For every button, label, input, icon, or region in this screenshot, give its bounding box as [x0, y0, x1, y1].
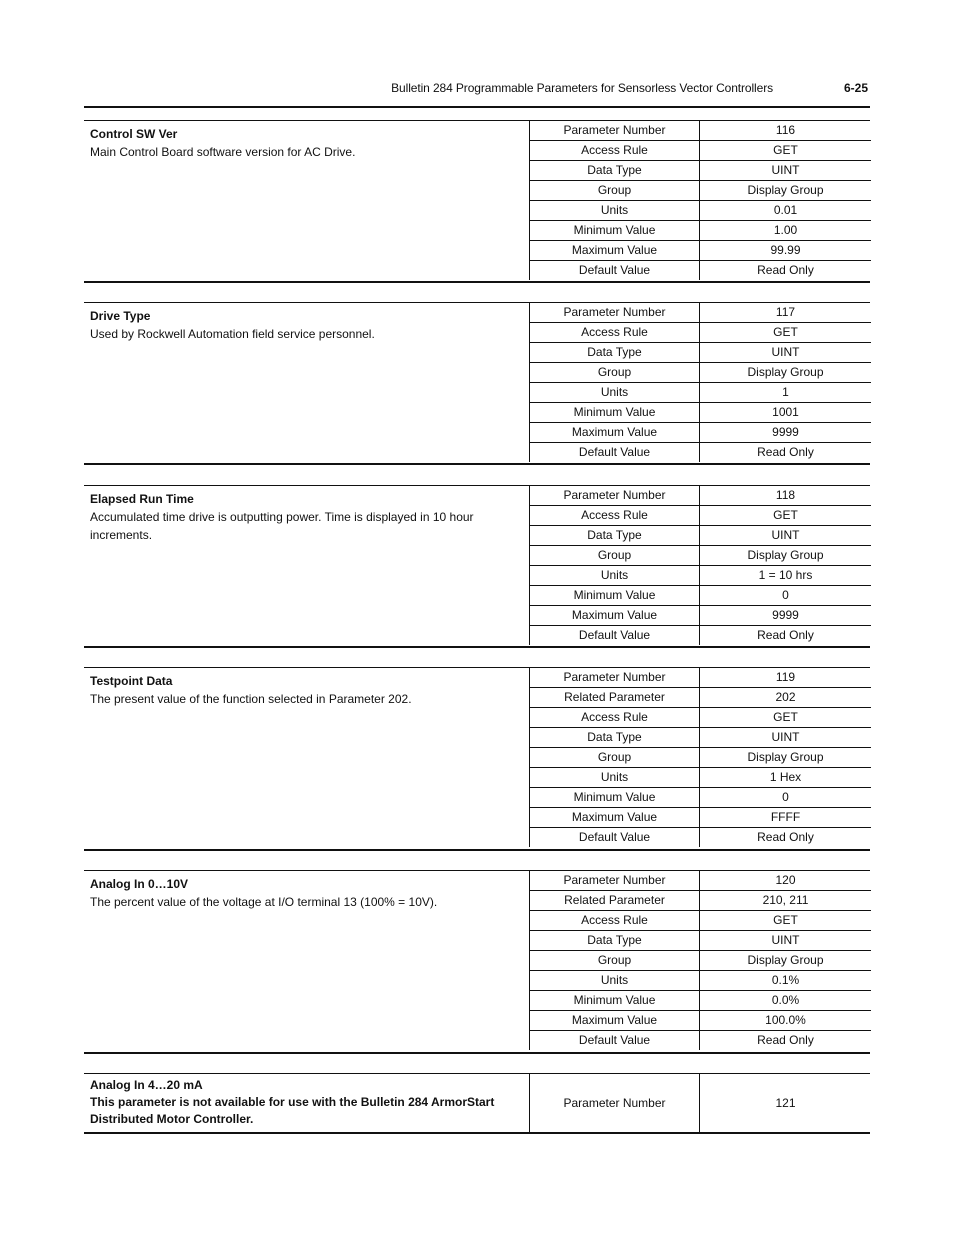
- row-value: Read Only: [700, 828, 872, 848]
- param-description: [90, 1077, 520, 1128]
- row-value: Read Only: [700, 261, 872, 281]
- row-label: Parameter Number: [530, 871, 700, 891]
- param-block-control-sw-ver: [84, 120, 870, 283]
- param-block-drive-type: [84, 302, 870, 465]
- param-text: Used by Rockwell Automation field service personnel.: [90, 327, 375, 341]
- row-value: GET: [700, 323, 872, 343]
- row-label: Access Rule: [530, 141, 700, 161]
- table-row: [530, 486, 872, 506]
- row-value: 202: [700, 688, 872, 708]
- param-text: The present value of the function selected in Parameter 202.: [90, 692, 412, 706]
- param-block-analog-in-0-10v: [84, 870, 870, 1054]
- param-table: [529, 486, 871, 645]
- row-label: Related Parameter: [530, 891, 700, 911]
- table-row: [530, 626, 872, 646]
- row-value: 117: [700, 303, 872, 323]
- param-block-testpoint-data: [84, 667, 870, 851]
- table-row: [530, 951, 872, 971]
- row-value: 100.0%: [700, 1011, 872, 1031]
- table-row: [530, 121, 872, 141]
- row-value: GET: [700, 708, 872, 728]
- row-label: Group: [530, 951, 700, 971]
- row-value: Display Group: [700, 951, 872, 971]
- row-label: Data Type: [530, 161, 700, 181]
- row-label: Maximum Value: [530, 423, 700, 443]
- row-label: Group: [530, 748, 700, 768]
- row-label: Parameter Number: [530, 121, 700, 141]
- row-label: Access Rule: [530, 323, 700, 343]
- row-value: 9999: [700, 606, 872, 626]
- param-name: Testpoint Data: [90, 674, 173, 688]
- row-value: UINT: [700, 728, 872, 748]
- table-row: [530, 423, 872, 443]
- table-row: [530, 181, 872, 201]
- row-label: Group: [530, 181, 700, 201]
- row-value: GET: [700, 141, 872, 161]
- param-description: [90, 490, 520, 544]
- table-row: [530, 261, 872, 281]
- param-text: Main Control Board software version for AC Drive.: [90, 145, 356, 159]
- param-text: The percent value of the voltage at I/O terminal 13 (100% = 10V).: [90, 895, 438, 909]
- row-label: Minimum Value: [530, 788, 700, 808]
- row-value: Read Only: [700, 626, 872, 646]
- table-row: [530, 606, 872, 626]
- row-label: Data Type: [530, 526, 700, 546]
- table-row: [530, 403, 872, 423]
- param-description: [90, 125, 520, 161]
- row-label: Default Value: [530, 443, 700, 463]
- param-name: Analog In 0…10V: [90, 877, 189, 891]
- row-label: Minimum Value: [530, 991, 700, 1011]
- param-table: [529, 871, 871, 1050]
- table-row: [530, 688, 872, 708]
- row-label: Parameter Number: [530, 668, 700, 688]
- row-label: Maximum Value: [530, 1011, 700, 1031]
- row-label: Access Rule: [530, 911, 700, 931]
- row-value: 119: [700, 668, 872, 688]
- table-row: [530, 566, 872, 586]
- table-row: [530, 668, 872, 688]
- table-row: [530, 911, 872, 931]
- table-row: [530, 768, 872, 788]
- row-value: Read Only: [700, 1031, 872, 1051]
- row-value: UINT: [700, 343, 872, 363]
- table-row: [530, 443, 872, 463]
- param-name: Control SW Ver: [90, 127, 178, 141]
- row-value: 0: [700, 586, 872, 606]
- row-value: 1: [700, 383, 872, 403]
- param-table: [529, 121, 871, 280]
- table-row: [530, 506, 872, 526]
- row-value: GET: [700, 911, 872, 931]
- row-value: 9999: [700, 423, 872, 443]
- param-text: Accumulated time drive is outputting power. Time is displayed in 10 hour increments.: [90, 510, 474, 542]
- row-label: Units: [530, 201, 700, 221]
- table-row: [530, 931, 872, 951]
- table-row: [530, 828, 872, 848]
- table-row: [530, 891, 872, 911]
- table-row: [530, 1011, 872, 1031]
- row-value: 1.00: [700, 221, 872, 241]
- row-label: Units: [530, 768, 700, 788]
- table-row: [530, 586, 872, 606]
- row-label: Data Type: [530, 343, 700, 363]
- row-value: Display Group: [700, 546, 872, 566]
- table-row: [530, 971, 872, 991]
- row-value: Display Group: [700, 748, 872, 768]
- table-row: [530, 1031, 872, 1051]
- table-row: [530, 526, 872, 546]
- param-table: [529, 1074, 871, 1132]
- row-value: Display Group: [700, 363, 872, 383]
- table-row: [530, 343, 872, 363]
- row-value: FFFF: [700, 808, 872, 828]
- row-value: 0.1%: [700, 971, 872, 991]
- row-value: 120: [700, 871, 872, 891]
- table-row: [530, 748, 872, 768]
- row-label: Minimum Value: [530, 586, 700, 606]
- row-label: Default Value: [530, 1031, 700, 1051]
- row-label: Default Value: [530, 261, 700, 281]
- row-value: 1 = 10 hrs: [700, 566, 872, 586]
- param-description: [90, 307, 520, 343]
- row-value: UINT: [700, 931, 872, 951]
- row-value: 210, 211: [700, 891, 872, 911]
- row-value: 121: [700, 1074, 872, 1132]
- row-value: GET: [700, 506, 872, 526]
- param-name: Elapsed Run Time: [90, 492, 194, 506]
- param-text: This parameter is not available for use with the Bulletin 284 ArmorStart Distributed Motor Controller.: [90, 1095, 495, 1126]
- row-label: Parameter Number: [530, 303, 700, 323]
- row-value: Display Group: [700, 181, 872, 201]
- table-row: [530, 383, 872, 403]
- row-value: 116: [700, 121, 872, 141]
- row-label: Data Type: [530, 931, 700, 951]
- param-description: [90, 875, 520, 911]
- row-label: Units: [530, 566, 700, 586]
- row-label: Minimum Value: [530, 403, 700, 423]
- row-label: Data Type: [530, 728, 700, 748]
- row-label: Units: [530, 383, 700, 403]
- param-block-analog-in-4-20ma: [84, 1073, 870, 1134]
- row-label: Minimum Value: [530, 221, 700, 241]
- page-number: 6-25: [843, 81, 868, 95]
- header-title: Bulletin 284 Programmable Parameters for Sensorless Vector Controllers: [391, 81, 773, 95]
- row-label: Access Rule: [530, 506, 700, 526]
- row-value: Read Only: [700, 443, 872, 463]
- param-block-elapsed-run-time: [84, 485, 870, 648]
- row-label: Related Parameter: [530, 688, 700, 708]
- row-value: UINT: [700, 161, 872, 181]
- param-table: [529, 303, 871, 462]
- row-label: Units: [530, 971, 700, 991]
- param-description: [90, 672, 520, 708]
- row-label: Parameter Number: [530, 1074, 700, 1132]
- table-row: [530, 728, 872, 748]
- row-label: Maximum Value: [530, 808, 700, 828]
- table-row: [530, 323, 872, 343]
- param-name: Drive Type: [90, 309, 151, 323]
- row-value: UINT: [700, 526, 872, 546]
- table-row: [530, 221, 872, 241]
- row-label: Access Rule: [530, 708, 700, 728]
- row-value: 0.01: [700, 201, 872, 221]
- table-row: [530, 161, 872, 181]
- table-row: [530, 546, 872, 566]
- table-row: [530, 1074, 872, 1132]
- param-table: [529, 668, 871, 847]
- page-header: [84, 78, 870, 108]
- row-value: 1001: [700, 403, 872, 423]
- table-row: [530, 788, 872, 808]
- row-label: Group: [530, 363, 700, 383]
- row-value: 99.99: [700, 241, 872, 261]
- row-label: Group: [530, 546, 700, 566]
- row-value: 118: [700, 486, 872, 506]
- row-value: 0.0%: [700, 991, 872, 1011]
- table-row: [530, 241, 872, 261]
- table-row: [530, 303, 872, 323]
- row-label: Parameter Number: [530, 486, 700, 506]
- table-row: [530, 871, 872, 891]
- row-label: Default Value: [530, 626, 700, 646]
- table-row: [530, 141, 872, 161]
- row-value: 1 Hex: [700, 768, 872, 788]
- table-row: [530, 808, 872, 828]
- row-label: Maximum Value: [530, 241, 700, 261]
- table-row: [530, 201, 872, 221]
- row-label: Maximum Value: [530, 606, 700, 626]
- table-row: [530, 363, 872, 383]
- param-name: Analog In 4…20 mA: [90, 1078, 203, 1092]
- table-row: [530, 991, 872, 1011]
- row-label: Default Value: [530, 828, 700, 848]
- table-row: [530, 708, 872, 728]
- row-value: 0: [700, 788, 872, 808]
